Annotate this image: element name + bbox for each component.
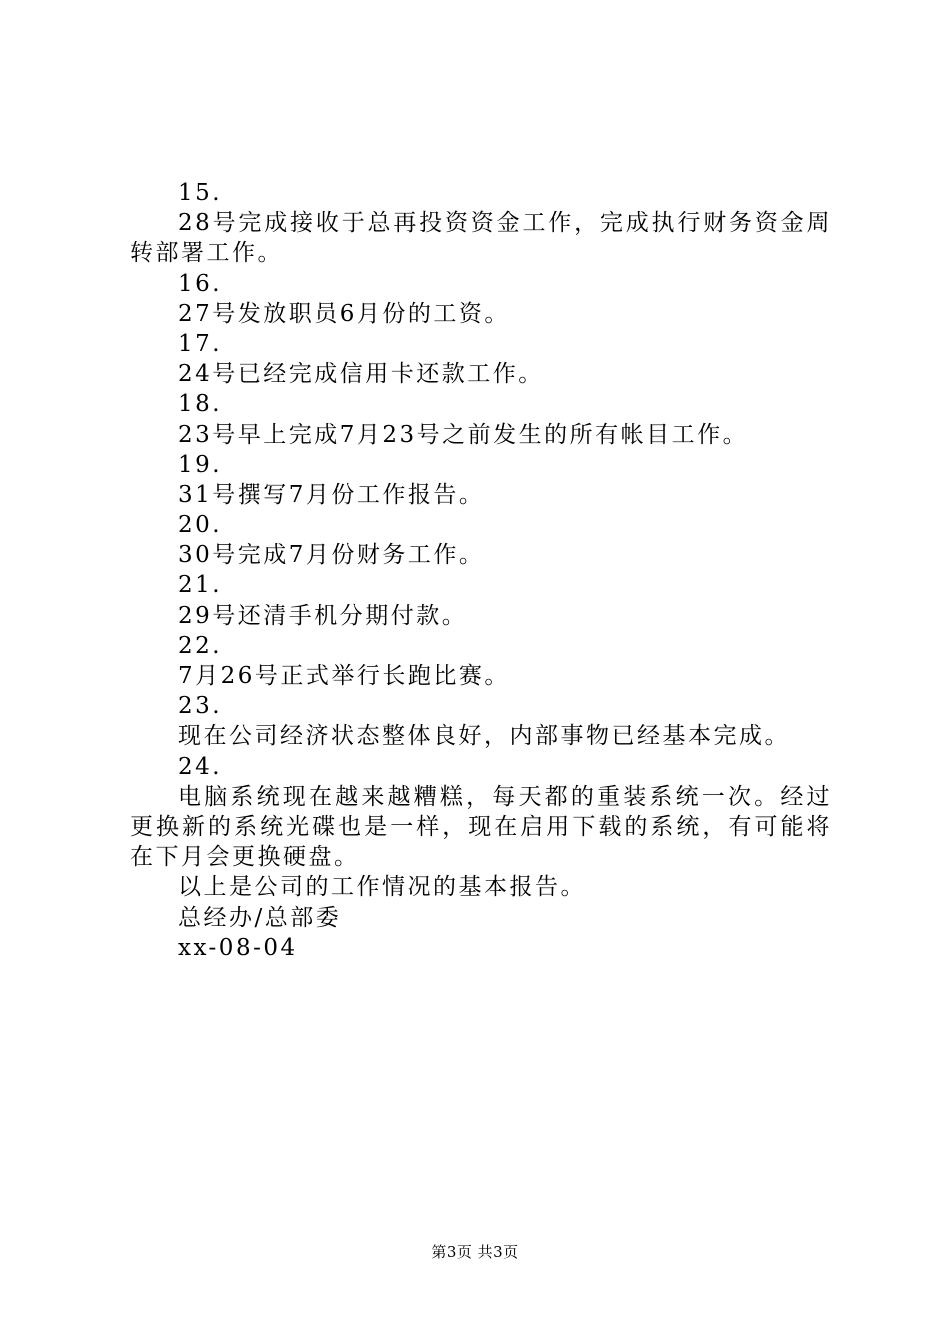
item-number: 17. [178, 330, 223, 357]
item-number: 15. [178, 180, 223, 206]
item-number: 21. [178, 572, 223, 599]
item-number: 20. [178, 512, 223, 539]
item-text: 现在公司经济状态整体良好，内部事物已经基本完成。 [178, 723, 790, 750]
item-text: 30号完成7月份财务工作。 [178, 542, 485, 569]
item-number: 22. [178, 632, 223, 659]
item-number: 16. [178, 270, 223, 297]
item-number: 19. [178, 451, 223, 478]
item-number: 24. [178, 753, 223, 780]
item-number: 23. [178, 693, 223, 720]
item-text: 31号撰写7月份工作报告。 [178, 481, 485, 508]
document-body [130, 178, 832, 963]
signature: 总经办/总部委 [178, 904, 342, 931]
item-number: 18. [178, 391, 223, 418]
item-text: 29号还清手机分期付款。 [178, 602, 468, 629]
item-text: 7月26号正式举行长跑比赛。 [178, 663, 510, 690]
document-date: xx-08-04 [178, 934, 298, 961]
item-text: 28号完成接收于总再投资资金工作，完成执行财务资金周转部署工作。 [130, 210, 832, 267]
item-text: 23号早上完成7月23号之前发生的所有帐目工作。 [178, 421, 749, 448]
item-text: 电脑系统现在越来越糟糕，每天都的重装系统一次。经过更换新的系统光碟也是一样，现在启用下载的系统，有可能将在下月会更换硬盘。 [130, 783, 832, 871]
item-text: 24号已经完成信用卡还款工作。 [178, 361, 544, 388]
closing-statement: 以上是公司的工作情况的基本报告。 [178, 874, 586, 901]
item-text: 27号发放职员6月份的工资。 [178, 300, 510, 327]
page-footer: 第3页 共3页 [431, 1243, 519, 1261]
